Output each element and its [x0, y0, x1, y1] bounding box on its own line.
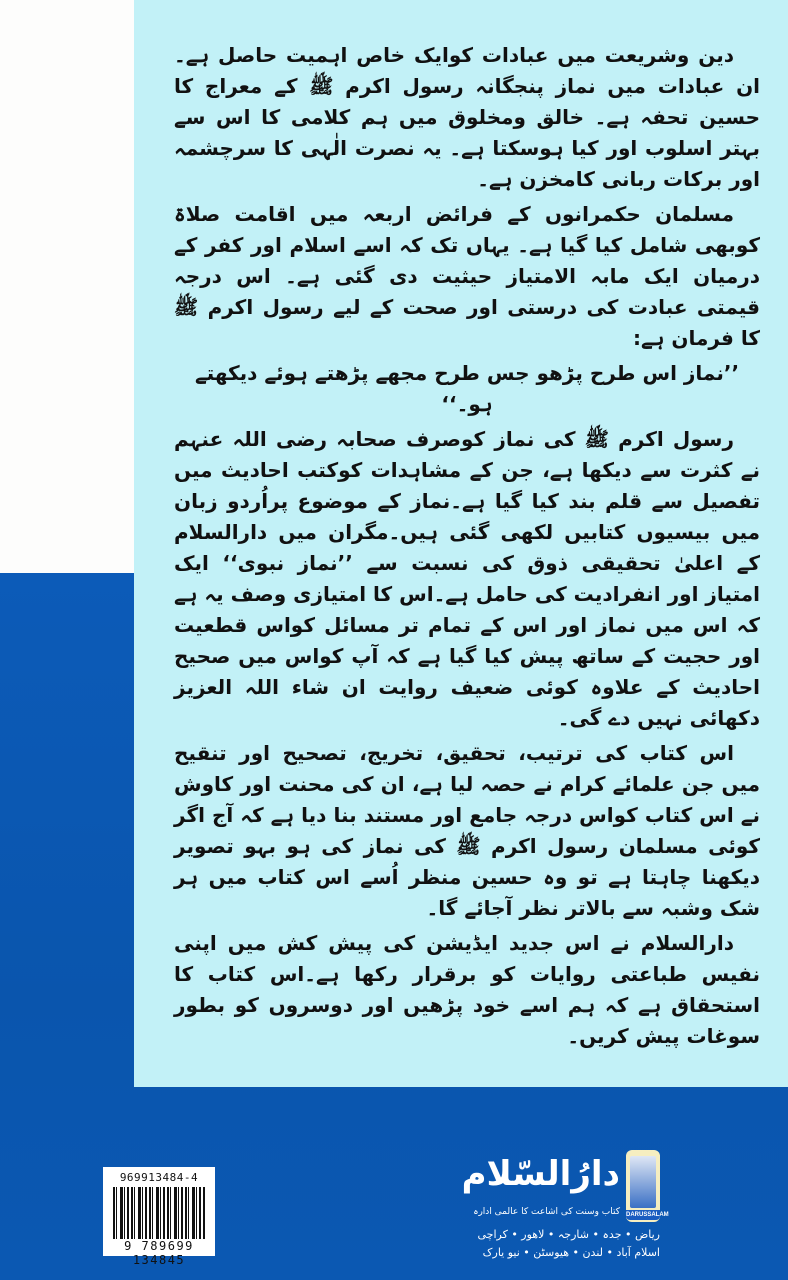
back-cover-text-panel — [134, 0, 788, 1087]
corner-white-area — [0, 0, 134, 573]
paragraph-scholars: اس کتاب کی ترتیب، تحقیق، تخریج، تصحیح اور تنقیح میں جن علمائے کرام نے حصہ لیا ہے، ان کی محنت اور کاوش نے اس کتاب کواس درجہ جامع اور مستند بنا دیا ہے کہ آج اگر کوئی مسلمان رسول اکرم ﷺ کی نماز کی ہو بہو تصویر دیکھنا چاہتا ہے تو وہ حسین منظر اُسے اس کتاب میں ہر شک وشبہ سے بالاتر نظر آجائے گا۔ — [174, 741, 760, 920]
cities-line-1: ریاض • جدہ • شارجہ • لاهور • کراچی — [477, 1228, 660, 1241]
publisher-cities — [470, 1226, 660, 1262]
paragraph-edition: دارالسلام نے اس جدید ایڈیشن کی پیش کش میں اپنی نفیس طباعتی روایات کو برقرار رکھا ہے۔اس کتاب کا استحقاق ہے کہ ہم اسے خود پڑھیں اور دوسروں کو بطور سوغات پیش کریں۔ — [174, 931, 760, 1048]
hadith-quote: ’’نماز اس طرح پڑھو جس طرح مجھے پڑھتے ہوئے دیکھتے ہو۔‘‘ — [194, 361, 740, 416]
barcode-bars-icon — [113, 1187, 205, 1239]
logo-label: DARUSSALAM — [626, 1212, 669, 1218]
publisher-name: دارُالسّلام — [461, 1154, 620, 1194]
cities-line-2: اسلام آباد • لندن • هیوسٹن • نیو یارک — [482, 1246, 660, 1259]
paragraph-rulers: مسلمان حکمرانوں کے فرائض اربعہ میں اقامت صلاۃ کوبھی شامل کیا گیا ہے۔ یہاں تک کہ اسے اسلام اور کفر کے درمیان ایک مابہ الامتیاز حیثیت دی گئی ہے۔ اس درجہ قیمتی عبادت کی درستی اور صحت کے لیے رسول اکرم ﷺ کا فرمان ہے: — [174, 202, 760, 350]
darussalam-logo-icon — [626, 1150, 669, 1222]
isbn-number: 969913484-4 — [119, 1171, 199, 1184]
back-cover-text — [174, 40, 760, 1056]
publisher-tagline: کتاب وسنت کی اشاعت کا عالمی ادارہ — [473, 1207, 620, 1217]
paragraph-book-distinction: رسول اکرم ﷺ کی نماز کوصرف صحابہ رضی اللہ عنہم نے کثرت سے دیکھا ہے، جن کے مشاہدات کوکتب احادیث میں تفصیل سے قلم بند کیا گیا ہے۔نماز کے موضوع پراُردو زبان میں بیسیوں کتابیں لکھی گئی ہیں۔مگران میں دارالسلام کے اعلیٰ تحقیقی ذوق کی نسبت سے ’’نماز نبوی‘‘ ایک امتیاز اور انفرادیت کی حامل ہے۔اس کا امتیازی وصف یہ ہے کہ اس میں نماز اور اس کے تمام تر مسائل کواس قطعیت اور حجیت کے ساتھ پیش کیا گیا ہے کہ آپ کواس میں صحیح احادیث کے علاوہ کوئی ضعیف روایت ان شاء اللہ العزیز دکھائی نہیں دے گی۔ — [174, 427, 760, 730]
publisher-block — [461, 1150, 669, 1265]
paragraph-intro: دین وشریعت میں عبادات کوایک خاص اہمیت حاصل ہے۔ان عبادات میں نماز پنجگانہ رسول اکرم ﷺ کے معراج کا حسین تحفہ ہے۔ خالق ومخلوق میں ہم کلامی کا اس سے بہتر اسلوب اور کیا ہوسکتا ہے۔ یہ نصرت الٰہی کا سرچشمہ اور برکات ربانی کامخزن ہے۔ — [174, 43, 760, 191]
ean-number: 9 789699 134845 — [124, 1239, 194, 1267]
isbn-barcode — [103, 1167, 215, 1267]
book-emblem-icon — [630, 1156, 656, 1208]
